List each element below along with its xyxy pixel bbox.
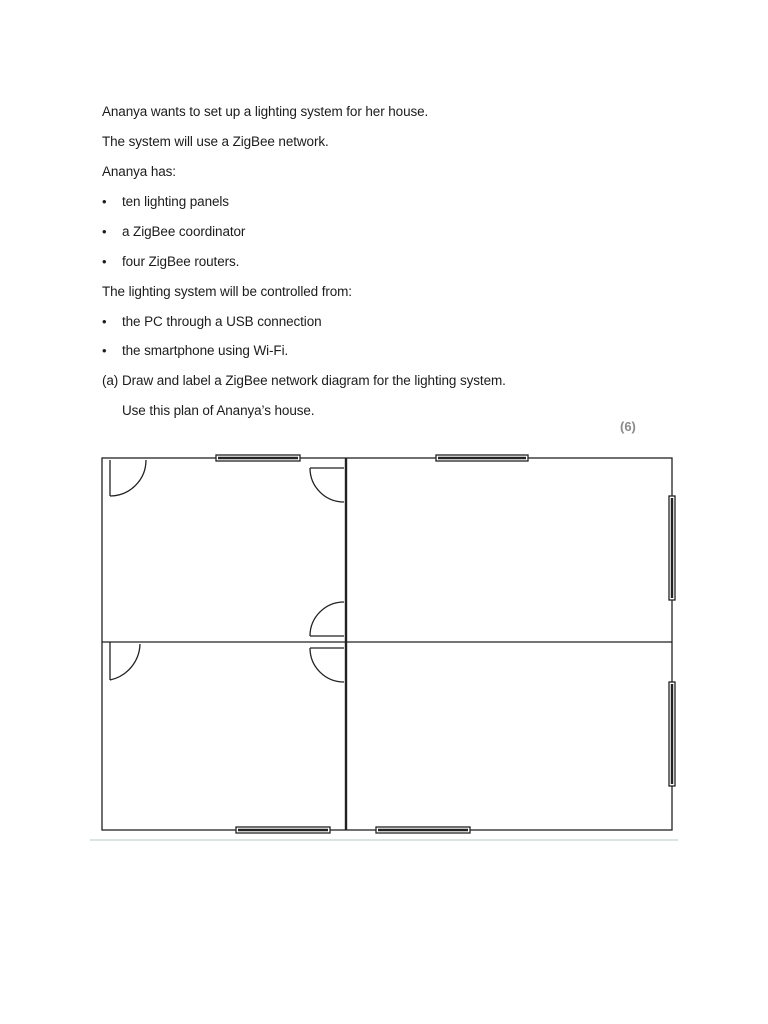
house-floor-plan: [88, 450, 684, 850]
door-left-lower: [104, 642, 140, 680]
controlled-intro: The lighting system will be controlled from:: [102, 284, 352, 299]
door-center-upper: [310, 468, 344, 502]
list-item: the PC through a USB connection: [122, 314, 322, 329]
window-bottom-left: [236, 827, 330, 833]
list-item: a ZigBee coordinator: [122, 224, 246, 239]
intro-line-1: Ananya wants to set up a lighting system for her house.: [102, 104, 429, 119]
door-center-lower: [310, 644, 344, 684]
intro-line-2: The system will use a ZigBee network.: [102, 134, 329, 149]
window-top-left: [216, 455, 300, 461]
intro-line-3: Ananya has:: [102, 164, 176, 179]
door-center-mid: [310, 600, 344, 640]
door-top-left: [104, 460, 146, 496]
bullet: •: [102, 343, 107, 358]
window-top-right: [436, 455, 528, 461]
list-item: four ZigBee routers.: [122, 254, 240, 269]
question-sub-instruction: Use this plan of Ananya’s house.: [122, 403, 315, 418]
window-bottom-right: [376, 827, 470, 833]
marks-label: (6): [620, 419, 636, 434]
bullet: •: [102, 224, 107, 239]
bullet: •: [102, 194, 107, 209]
bullet: •: [102, 314, 107, 329]
question-instruction: Draw and label a ZigBee network diagram for the lighting system.: [122, 373, 506, 388]
window-right-upper: [669, 496, 675, 600]
list-item: ten lighting panels: [122, 194, 229, 209]
window-right-lower: [669, 682, 675, 786]
bullet: •: [102, 254, 107, 269]
outer-walls: [102, 458, 672, 830]
question-label: (a): [102, 373, 119, 388]
list-item: the smartphone using Wi-Fi.: [122, 343, 289, 358]
